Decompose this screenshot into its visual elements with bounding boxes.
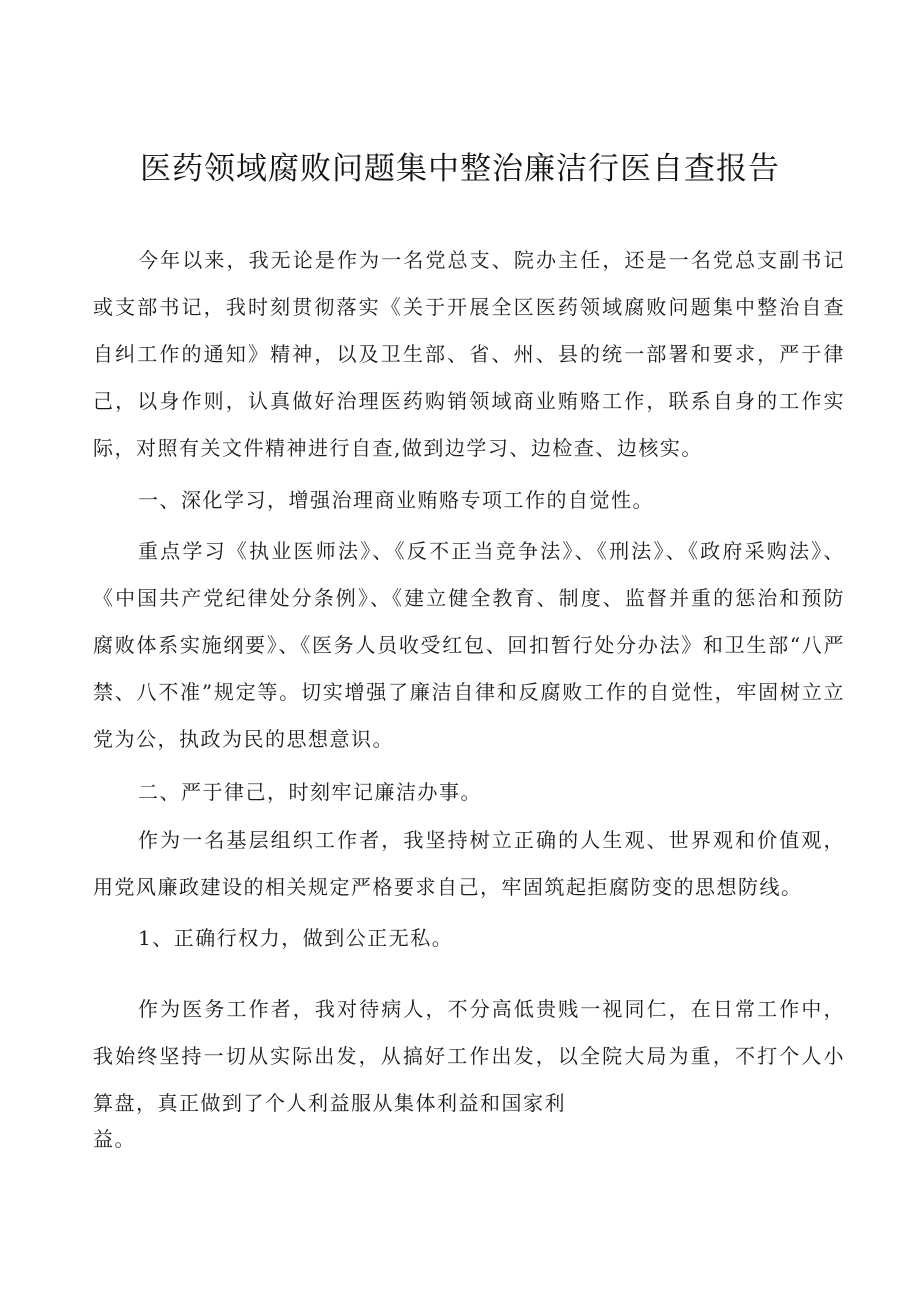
paragraph-intro: 今年以来，我无论是作为一名党总支、院办主任，还是一名党总支副书记或支部书记，我时刻贯彻落实《关于开展全区医药领域腐败问题集中整治自查自纠工作的通知》精神，以及卫生部、省、州、县的统一部署和要求，严于律己，以身作则，认真做好治理医药购销领域商业贿赂工作，联系自身的工作实际，对照有关文件精神进行自查,做到边学习、边检查、边核实。 <box>93 248 845 460</box>
paragraph-study: 重点学习《执业医师法》、《反不正当竞争法》、《刑法》、《政府采购法》、《中国共产党纪律处分条例》、《建立健全教育、制度、监督并重的惩治和预防腐败体系实施纲要》、《医务人员收受红包、回扣暂行处分办法》和卫生部“八严禁、八不准”规定等。切实增强了廉洁自律和反腐败工作的自觉性，牢固树立立党为公，执政为民的思想意识。 <box>93 539 845 751</box>
paragraph-continuation: 益。 <box>93 1127 136 1151</box>
document-title: 医药领域腐败问题集中整治廉洁行医自查报告 <box>140 151 780 187</box>
heading-subsection-1: 1、正确行权力，做到公正无私。 <box>138 926 454 950</box>
heading-section-2: 二、严于律己，时刻牢记廉洁办事。 <box>138 780 482 804</box>
paragraph-fairness: 作为医务工作者，我对待病人，不分高低贵贱一视同仁，在日常工作中，我始终坚持一切从实际出发，从搞好工作出发，以全院大局为重，不打个人小算盘，真正做到了个人利益服从集体利益和国家利 <box>93 997 845 1115</box>
paragraph-self-discipline: 作为一名基层组织工作者，我坚持树立正确的人生观、世界观和价值观，用党风廉政建设的相关规定严格要求自己，牢固筑起拒腐防变的思想防线。 <box>93 828 845 899</box>
heading-section-1: 一、深化学习，增强治理商业贿赂专项工作的自觉性。 <box>138 488 654 512</box>
